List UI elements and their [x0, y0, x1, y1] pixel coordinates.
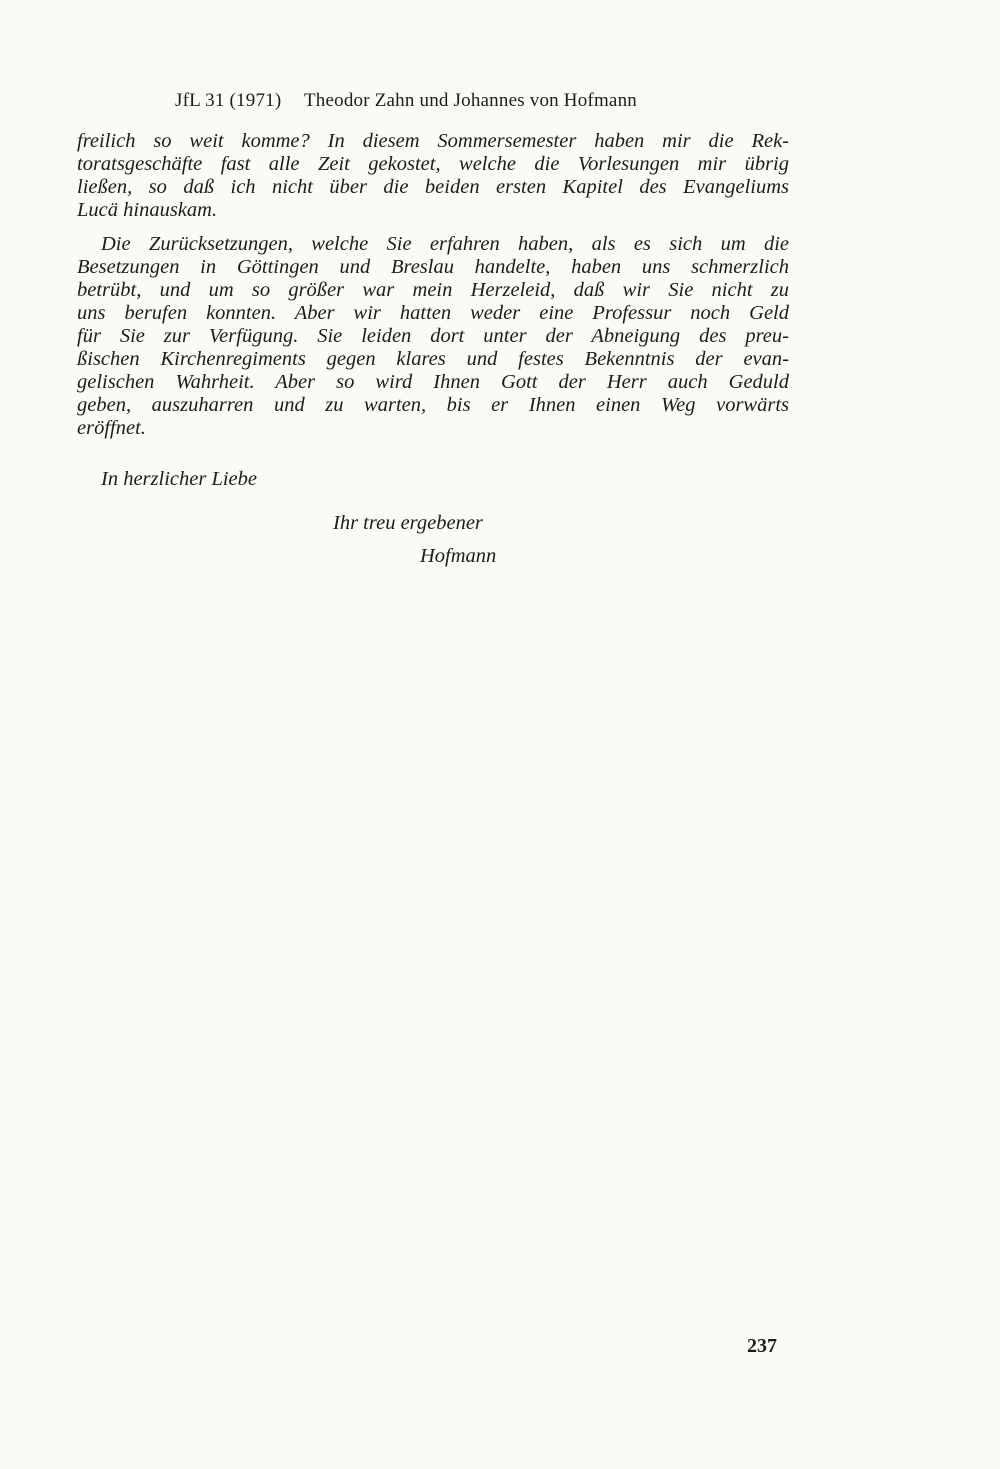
- text-line: geben, auszuharren und zu warten, bis er Ihnen einen Weg vorwärts: [77, 394, 789, 416]
- page-number: 237: [747, 1335, 777, 1357]
- text-line: gelischen Wahrheit. Aber so wird Ihnen Gott der Herr auch Geduld: [77, 371, 789, 393]
- text-line: betrübt, und um so größer war mein Herzeleid, daß wir Sie nicht zu: [77, 279, 789, 301]
- paragraph-2: [77, 233, 789, 440]
- text-line: eröffnet.: [77, 417, 146, 439]
- text-line: Die Zurücksetzungen, welche Sie erfahren haben, als es sich um die: [101, 233, 789, 255]
- text-line: toratsgeschäfte fast alle Zeit gekostet, welche die Vorlesungen mir übrig: [77, 153, 789, 175]
- text-line: uns berufen konnten. Aber wir hatten weder eine Professur noch Geld: [77, 302, 789, 324]
- text-line: ßischen Kirchenregiments gegen klares und festes Bekenntnis der evan-: [77, 348, 789, 370]
- journal-reference: JfL 31 (1971): [175, 90, 282, 111]
- paragraph-1: [77, 130, 789, 222]
- text-line: Besetzungen in Göttingen und Breslau handelte, haben uns schmerzlich: [77, 256, 789, 278]
- letter-closing: In herzlicher Liebe: [101, 468, 257, 490]
- article-title: Theodor Zahn und Johannes von Hofmann: [304, 90, 637, 111]
- text-line: freilich so weit komme? In diesem Sommersemester haben mir die Rek-: [77, 130, 789, 152]
- running-header: [175, 90, 637, 112]
- letter-body: [77, 130, 789, 451]
- text-line: für Sie zur Verfügung. Sie leiden dort unter der Abneigung des preu-: [77, 325, 789, 347]
- text-line: ließen, so daß ich nicht über die beiden ersten Kapitel des Evangeliums: [77, 176, 789, 198]
- letter-signoff: Ihr treu ergebener: [333, 512, 483, 534]
- text-line: Lucä hinauskam.: [77, 199, 218, 221]
- letter-signature: Hofmann: [420, 545, 497, 567]
